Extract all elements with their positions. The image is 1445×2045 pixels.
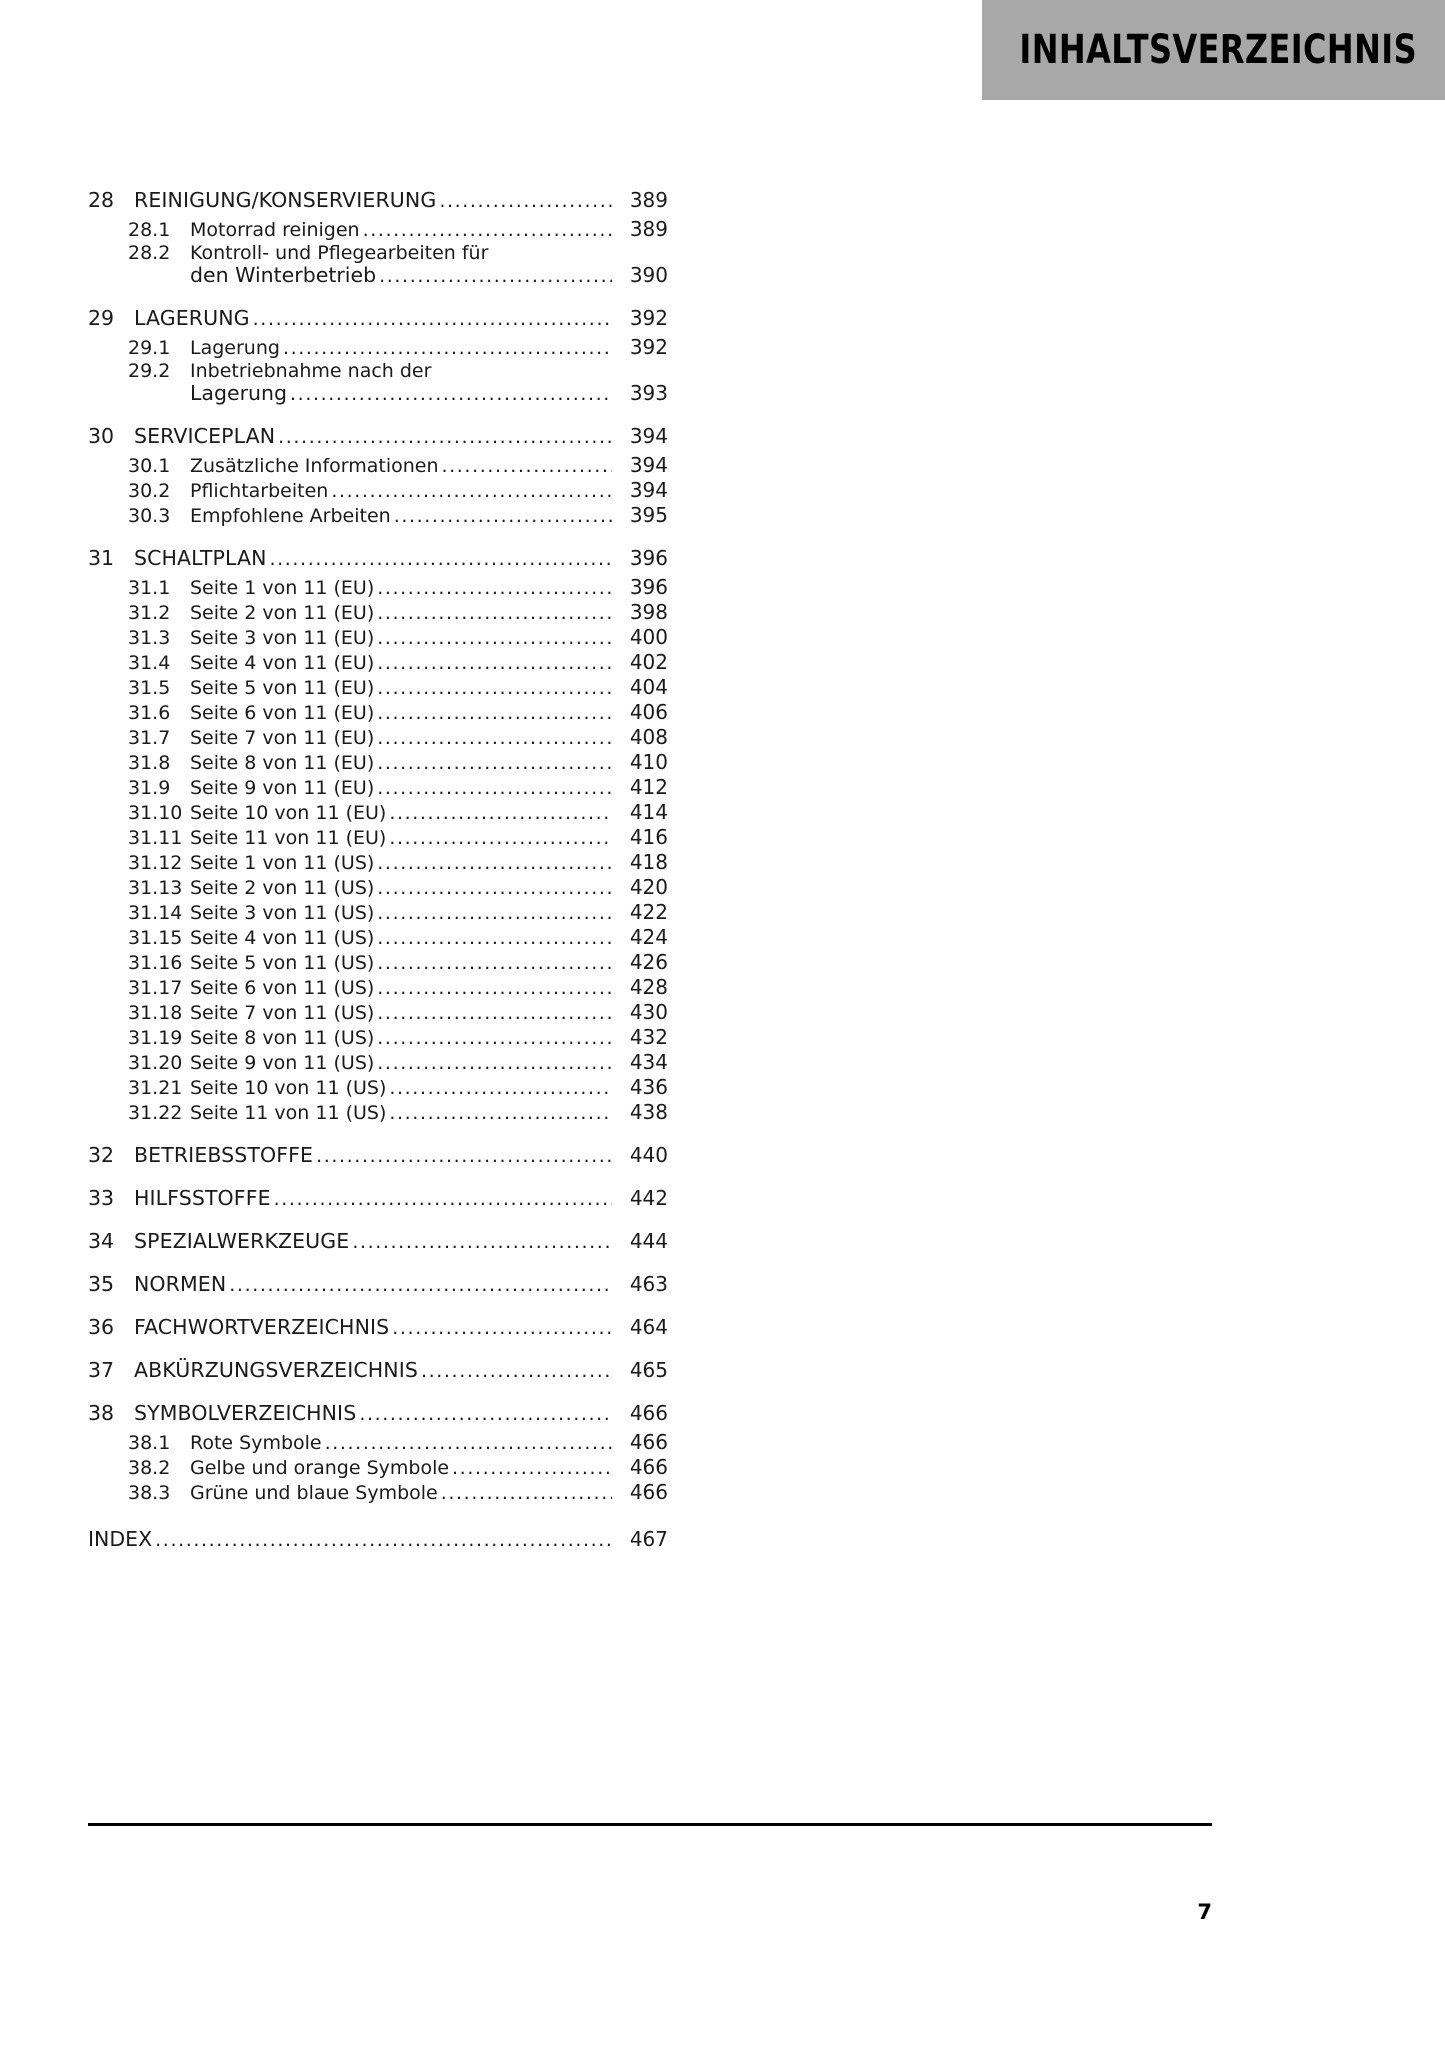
toc-dot-leader [377,754,612,773]
toc-entry-number: 31.16 [128,952,183,974]
toc-entry-number: 38 [88,1401,115,1425]
toc-entry-number: 31.18 [128,1002,183,1024]
toc-entry-title: BETRIEBSSTOFFE [134,1143,314,1167]
toc-entry-number: 29 [88,306,115,330]
toc-entry-title: den Winterbetrieb [190,263,377,287]
header-bar [982,0,1445,100]
toc-entry-number: 30.1 [128,455,171,477]
toc-entry-title: Seite 10 von 11 (US) [190,1077,387,1099]
toc-section-row[interactable] [88,727,668,748]
table-of-contents [88,168,668,1550]
toc-entry-title: Grüne und blaue Symbole [190,1482,438,1504]
toc-chapter-row[interactable] [88,1360,668,1381]
toc-entry-number: 38.2 [128,1457,171,1479]
toc-entry-number: 38.1 [128,1432,171,1454]
toc-entry-page-number: 442 [629,1186,668,1210]
toc-section-row[interactable] [88,852,668,873]
toc-entry-number: 31.6 [128,702,171,724]
toc-dot-leader [392,1319,612,1338]
toc-entry-page-number: 389 [629,217,668,241]
toc-dot-leader [377,1004,612,1023]
footer-divider [88,1823,1212,1826]
toc-chapter-row[interactable] [88,548,668,569]
toc-dot-leader [442,457,612,476]
toc-section-row[interactable] [88,577,668,598]
toc-entry-title: REINIGUNG/KONSERVIERUNG [134,188,437,212]
toc-entry-page-number: 444 [629,1229,668,1253]
toc-entry-title: Zusätzliche Informationen [190,455,439,477]
toc-section-row[interactable] [88,1102,668,1123]
toc-entry-title: Gelbe und orange Symbole [190,1457,450,1479]
toc-dot-leader [377,679,612,698]
toc-chapter-row[interactable] [88,1188,668,1209]
toc-dot-leader [359,1405,612,1424]
toc-chapter-row[interactable] [88,190,668,211]
toc-dot-leader [377,929,612,948]
toc-entry-page-number: 466 [629,1480,668,1504]
toc-entry-title: Seite 9 von 11 (EU) [190,777,375,799]
toc-entry-number: 31.3 [128,627,171,649]
toc-section-row[interactable] [88,602,668,623]
toc-dot-leader [377,654,612,673]
toc-entry-page-number: 424 [629,925,668,949]
toc-entry-number: 31.12 [128,852,183,874]
toc-dot-leader [270,550,613,569]
toc-dot-leader [377,979,612,998]
toc-entry-title: Seite 6 von 11 (EU) [190,702,375,724]
toc-section-row[interactable] [88,337,668,358]
toc-chapter-row[interactable] [88,1231,668,1252]
toc-section-row[interactable] [88,362,668,381]
toc-entry-number: 31.1 [128,577,171,599]
toc-dot-leader [389,829,612,848]
toc-entry-title: Seite 11 von 11 (US) [190,1102,387,1124]
toc-entry-number: 31.9 [128,777,171,799]
toc-chapter-row[interactable] [88,1317,668,1338]
toc-entry-title: SPEZIALWERKZEUGE [134,1229,350,1253]
toc-entry-page-number: 392 [629,306,668,330]
toc-entry-page-number: 467 [629,1527,668,1551]
toc-section-row[interactable] [88,1027,668,1048]
toc-entry-page-number: 466 [629,1455,668,1479]
toc-dot-leader [352,1233,612,1252]
toc-dot-leader [377,629,612,648]
toc-entry-title: Seite 3 von 11 (US) [190,902,375,924]
toc-entry-title: SYMBOLVERZEICHNIS [134,1401,357,1425]
toc-entry-page-number: 422 [629,900,668,924]
toc-entry-number: 31.4 [128,652,171,674]
toc-entry-number: 29.1 [128,337,171,359]
toc-entry-number: 31.7 [128,727,171,749]
toc-entry-page-number: 394 [629,424,668,448]
toc-entry-title: Seite 1 von 11 (EU) [190,577,375,599]
toc-entry-title: Lagerung [190,381,288,405]
toc-entry-title: Seite 2 von 11 (EU) [190,602,375,624]
page-title: INHALTSVERZEICHNIS [1019,27,1417,73]
toc-entry-page-number: 426 [629,950,668,974]
toc-entry-title: FACHWORTVERZEICHNIS [134,1315,390,1339]
toc-entry-page-number: 420 [629,875,668,899]
toc-dot-leader [421,1362,612,1381]
toc-section-row[interactable] [88,652,668,673]
toc-entry-title: Seite 5 von 11 (US) [190,952,375,974]
toc-entry-title: Rote Symbole [190,1432,322,1454]
toc-entry-title: Seite 3 von 11 (EU) [190,627,375,649]
toc-entry-page-number: 418 [629,850,668,874]
toc-section-row[interactable] [88,1432,668,1453]
footer-page-number: 7 [1197,1900,1212,1924]
toc-entry-page-number: 396 [629,575,668,599]
toc-chapter-row[interactable] [88,426,668,447]
toc-entry-page-number: 464 [629,1315,668,1339]
toc-chapter-row[interactable] [88,1403,668,1424]
toc-section-row[interactable] [88,480,668,501]
toc-entry-page-number: 416 [629,825,668,849]
toc-entry-page-number: 404 [629,675,668,699]
toc-entry-page-number: 390 [629,263,668,287]
toc-dot-leader [439,192,612,211]
toc-entry-title: Kontroll- und Pflegearbeiten für [190,242,489,264]
toc-entry-title: Motorrad reinigen [190,219,360,241]
toc-entry-page-number: 389 [629,188,668,212]
toc-entry-page-number: 465 [629,1358,668,1382]
toc-dot-leader [363,221,612,240]
toc-dot-leader [377,879,612,898]
toc-entry-page-number: 406 [629,700,668,724]
toc-section-row[interactable] [88,627,668,648]
toc-dot-leader [377,904,612,923]
toc-entry-title: Seite 8 von 11 (EU) [190,752,375,774]
toc-dot-leader [389,1104,612,1123]
toc-dot-leader [377,854,612,873]
toc-entry-number: 31.17 [128,977,183,999]
toc-entry-number: 33 [88,1186,115,1210]
toc-entry-title: Seite 7 von 11 (US) [190,1002,375,1024]
toc-entry-title: Seite 1 von 11 (US) [190,852,375,874]
toc-entry-number: 37 [88,1358,115,1382]
toc-section-row[interactable] [88,702,668,723]
toc-entry-page-number: 436 [629,1075,668,1099]
toc-entry-page-number: 466 [629,1430,668,1454]
toc-section-row[interactable] [88,505,668,526]
toc-entry-page-number: 393 [629,381,668,405]
toc-entry-number: 31.15 [128,927,183,949]
toc-entry-title: INDEX [88,1527,153,1551]
toc-dot-leader [155,1531,612,1550]
toc-entry-page-number: 394 [629,453,668,477]
toc-dot-leader [325,1434,612,1453]
toc-entry-number: 32 [88,1143,115,1167]
toc-entry-number: 31.22 [128,1102,183,1124]
toc-dot-leader [377,779,612,798]
toc-dot-leader [253,310,612,329]
toc-entry-number: 31.5 [128,677,171,699]
toc-entry-page-number: 432 [629,1025,668,1049]
toc-entry-number: 36 [88,1315,115,1339]
toc-entry-number: 30.3 [128,505,171,527]
toc-section-row[interactable] [88,777,668,798]
toc-section-row[interactable] [88,952,668,973]
toc-dot-leader [377,729,612,748]
toc-section-row[interactable] [88,752,668,773]
toc-entry-number: 31.14 [128,902,183,924]
toc-entry-page-number: 396 [629,546,668,570]
toc-entry-number: 31.20 [128,1052,183,1074]
toc-dot-leader [283,339,612,358]
toc-entry-number: 31.11 [128,827,183,849]
toc-entry-page-number: 466 [629,1401,668,1425]
toc-entry-page-number: 440 [629,1143,668,1167]
toc-section-row[interactable] [88,219,668,240]
toc-entry-page-number: 434 [629,1050,668,1074]
toc-section-row[interactable] [88,1052,668,1073]
toc-section-row[interactable] [88,977,668,998]
toc-section-row[interactable] [88,827,668,848]
toc-entry-title: Seite 11 von 11 (EU) [190,827,387,849]
toc-dot-leader [274,1190,612,1209]
toc-section-row[interactable] [88,927,668,948]
toc-entry-title: Seite 4 von 11 (US) [190,927,375,949]
toc-chapter-row[interactable] [88,308,668,329]
toc-dot-leader [316,1147,612,1166]
toc-dot-leader [377,1054,612,1073]
toc-section-row[interactable] [88,1077,668,1098]
toc-entry-number: 31.21 [128,1077,183,1099]
toc-continuation-row[interactable] [88,265,668,286]
toc-entry-number: 31.10 [128,802,183,824]
toc-dot-leader [377,954,612,973]
toc-entry-number: 31 [88,546,115,570]
toc-entry-number: 29.2 [128,360,171,382]
toc-entry-page-number: 412 [629,775,668,799]
toc-entry-number: 34 [88,1229,115,1253]
toc-entry-title: Seite 5 von 11 (EU) [190,677,375,699]
toc-dot-leader [377,1029,612,1048]
toc-entry-page-number: 410 [629,750,668,774]
toc-entry-page-number: 394 [629,478,668,502]
toc-dot-leader [379,267,612,286]
toc-continuation-row[interactable] [88,383,668,404]
toc-section-row[interactable] [88,244,668,263]
toc-entry-number: 31.19 [128,1027,183,1049]
toc-entry-number: 31.8 [128,752,171,774]
toc-entry-number: 28 [88,188,115,212]
toc-dot-leader [394,507,612,526]
toc-entry-number: 31.2 [128,602,171,624]
toc-entry-number: 35 [88,1272,115,1296]
toc-entry-title: Seite 6 von 11 (US) [190,977,375,999]
toc-dot-leader [377,604,612,623]
toc-entry-page-number: 438 [629,1100,668,1124]
toc-entry-page-number: 392 [629,335,668,359]
toc-entry-page-number: 463 [629,1272,668,1296]
toc-entry-page-number: 400 [629,625,668,649]
toc-entry-title: Empfohlene Arbeiten [190,505,391,527]
toc-dot-leader [389,804,612,823]
toc-entry-title: LAGERUNG [134,306,250,330]
toc-entry-title: NORMEN [134,1272,227,1296]
toc-entry-number: 38.3 [128,1482,171,1504]
toc-entry-page-number: 414 [629,800,668,824]
toc-section-row[interactable] [88,877,668,898]
toc-dot-leader [278,428,612,447]
toc-entry-number: 28.1 [128,219,171,241]
toc-entry-title: Seite 7 von 11 (EU) [190,727,375,749]
toc-entry-number: 28.2 [128,242,171,264]
toc-entry-page-number: 402 [629,650,668,674]
toc-entry-title: Seite 10 von 11 (EU) [190,802,387,824]
toc-entry-number: 31.13 [128,877,183,899]
toc-entry-title: Seite 8 von 11 (US) [190,1027,375,1049]
toc-entry-page-number: 395 [629,503,668,527]
toc-dot-leader [452,1459,612,1478]
toc-entry-title: HILFSSTOFFE [134,1186,271,1210]
toc-entry-page-number: 408 [629,725,668,749]
toc-section-row[interactable] [88,1482,668,1503]
toc-entry-title: Seite 4 von 11 (EU) [190,652,375,674]
toc-index-row[interactable] [88,1529,668,1550]
toc-section-row[interactable] [88,1002,668,1023]
toc-dot-leader [331,482,612,501]
toc-section-row[interactable] [88,455,668,476]
toc-entry-title: Lagerung [190,337,280,359]
toc-entry-number: 30.2 [128,480,171,502]
toc-section-row[interactable] [88,1457,668,1478]
toc-entry-title: Inbetriebnahme nach der [190,360,432,382]
toc-chapter-row[interactable] [88,1145,668,1166]
toc-section-row[interactable] [88,677,668,698]
toc-dot-leader [290,385,612,404]
toc-dot-leader [377,579,612,598]
toc-entry-page-number: 428 [629,975,668,999]
toc-entry-title: SERVICEPLAN [134,424,276,448]
toc-section-row[interactable] [88,802,668,823]
toc-dot-leader [377,704,612,723]
toc-entry-number: 30 [88,424,115,448]
toc-entry-title: Seite 2 von 11 (US) [190,877,375,899]
toc-dot-leader [441,1484,612,1503]
toc-dot-leader [229,1276,612,1295]
toc-entry-title: ABKÜRZUNGSVERZEICHNIS [134,1358,418,1382]
toc-section-row[interactable] [88,902,668,923]
toc-entry-title: SCHALTPLAN [134,546,267,570]
toc-chapter-row[interactable] [88,1274,668,1295]
toc-dot-leader [389,1079,612,1098]
toc-entry-page-number: 430 [629,1000,668,1024]
toc-entry-title: Seite 9 von 11 (US) [190,1052,375,1074]
toc-entry-page-number: 398 [629,600,668,624]
toc-entry-title: Pflichtarbeiten [190,480,329,502]
